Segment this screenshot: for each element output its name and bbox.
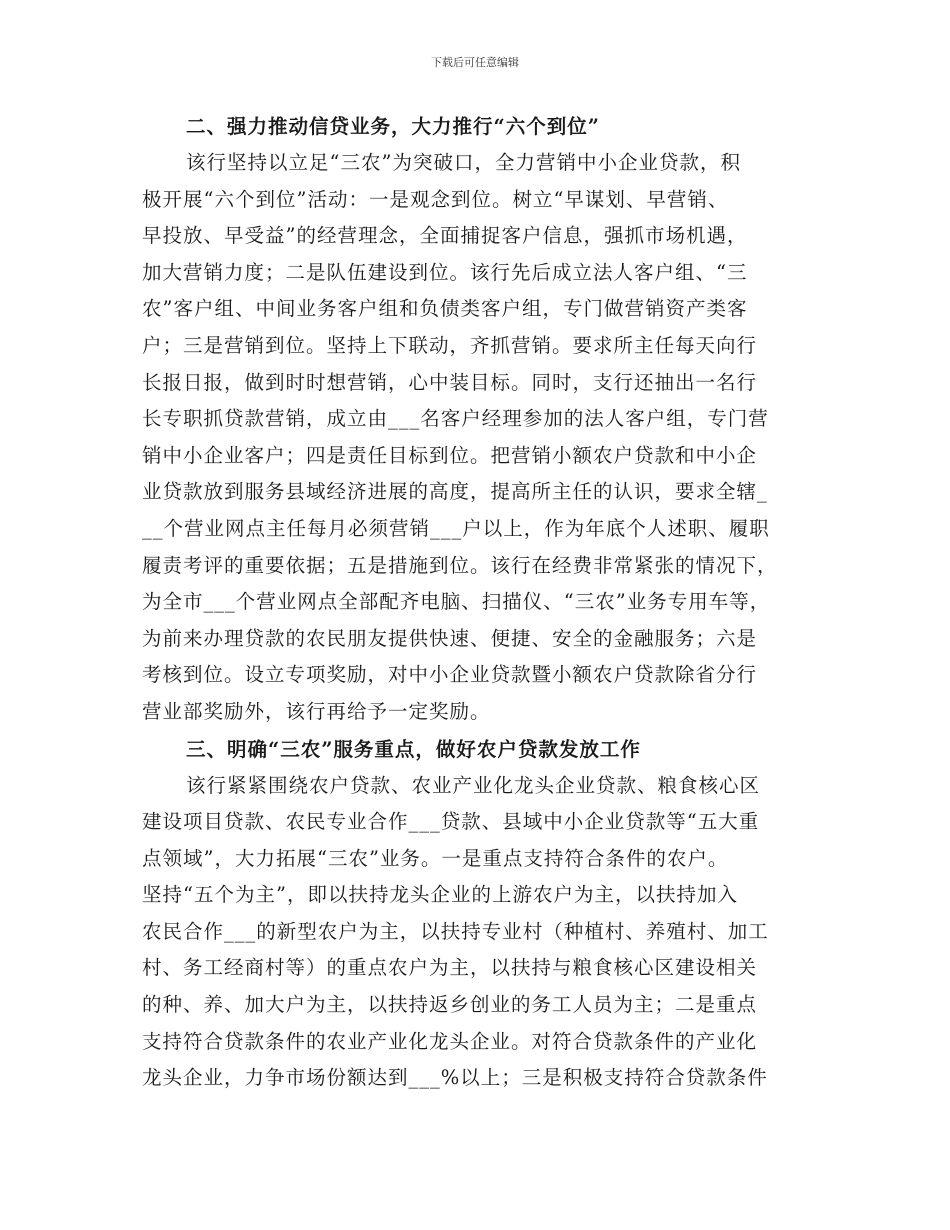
paragraph-line: 农”客户组、中间业务客户组和负债类客户组，专门做营销资产类客 — [142, 297, 748, 321]
paragraph-line: 点领域”，大力拓展“三农”业务。一是重点支持符合条件的农户。 — [142, 846, 729, 870]
paragraph-line: 为前来办理贷款的农民朋友提供快速、便捷、安全的金融服务；六是 — [142, 626, 758, 650]
paragraph-line: 的种、养、加大户为主，以扶持返乡创业的务工人员为主；二是重点 — [142, 993, 758, 1017]
paragraph-line: 早投放、早受益”的经营理念，全面捕捉客户信息，强抓市场机遇， — [142, 224, 748, 248]
paragraph-line: 农民合作___的新型农户为主，以扶持专业村（种植村、养殖村、加工 — [142, 919, 769, 943]
paragraph-line: 支持符合贷款条件的农业产业化龙头企业。对符合贷款条件的产业化 — [142, 1029, 758, 1053]
paragraph-line: 该行坚持以立足“三农”为突破口，全力营销中小企业贷款，积 — [186, 151, 741, 174]
paragraph-line: 考核到位。设立专项奖励，对中小企业贷款暨小额农户贷款除省分行 — [142, 663, 758, 687]
page-header: 下载后可任意编辑 — [431, 56, 519, 69]
document-body — [142, 108, 814, 1097]
section-heading: 三、明确“三农”服务重点，做好农户贷款发放工作 — [186, 737, 641, 761]
paragraph-line: 长报日报，做到时时想营销，心中装目标。同时，支行还抽出一名行 — [142, 370, 758, 394]
paragraph-line: __个营业网点主任每月必须营销___户以上，作为年底个人述职、履职 — [142, 516, 770, 540]
paragraph-line: 极开展“六个到位”活动：一是观念到位。树立“早谋划、早营销、 — [142, 187, 729, 211]
paragraph-line: 村、务工经商村等）的重点农户为主，以扶持与粮食核心区建设相关 — [142, 956, 758, 980]
paragraph-line: 坚持“五个为主”，即以扶持龙头企业的上游农户为主，以扶持加入 — [142, 883, 738, 907]
paragraph-line: 业贷款放到服务县域经济进展的高度，提高所主任的认识，要求全辖_ — [142, 480, 768, 504]
paragraph-line: 该行紧紧围绕农户贷款、农业产业化龙头企业贷款、粮食核心区 — [186, 773, 761, 797]
section-heading: 二、强力推动信贷业务，大力推行“六个到位” — [186, 115, 600, 138]
paragraph-line: 户；三是营销到位。坚持上下联动，齐抓营销。要求所主任每天向行 — [142, 333, 758, 357]
paragraph-line: 加大营销力度；二是队伍建设到位。该行先后成立法人客户组、“三 — [142, 260, 748, 284]
paragraph-line: 销中小企业客户；四是责任目标到位。把营销小额农户贷款和中小企 — [142, 443, 758, 467]
paragraph-line: 为全市___个营业网点全部配齐电脑、扫描仪、“三农”业务专用车等， — [142, 590, 771, 614]
paragraph-line: 履责考评的重要依据；五是措施到位。该行在经费非常紧张的情况下， — [142, 553, 778, 577]
paragraph-line: 建设项目贷款、农民专业合作___贷款、县域中小企业贷款等“五大重 — [142, 810, 760, 834]
paragraph-line: 长专职抓贷款营销，成立由___名客户经理参加的法人客户组，专门营 — [142, 407, 769, 431]
paragraph-line: 龙头企业，力争市场份额达到___%以上；三是积极支持符合贷款条件 — [142, 1066, 768, 1090]
paragraph-line: 营业部奖励外，该行再给予一定奖励。 — [142, 699, 491, 723]
